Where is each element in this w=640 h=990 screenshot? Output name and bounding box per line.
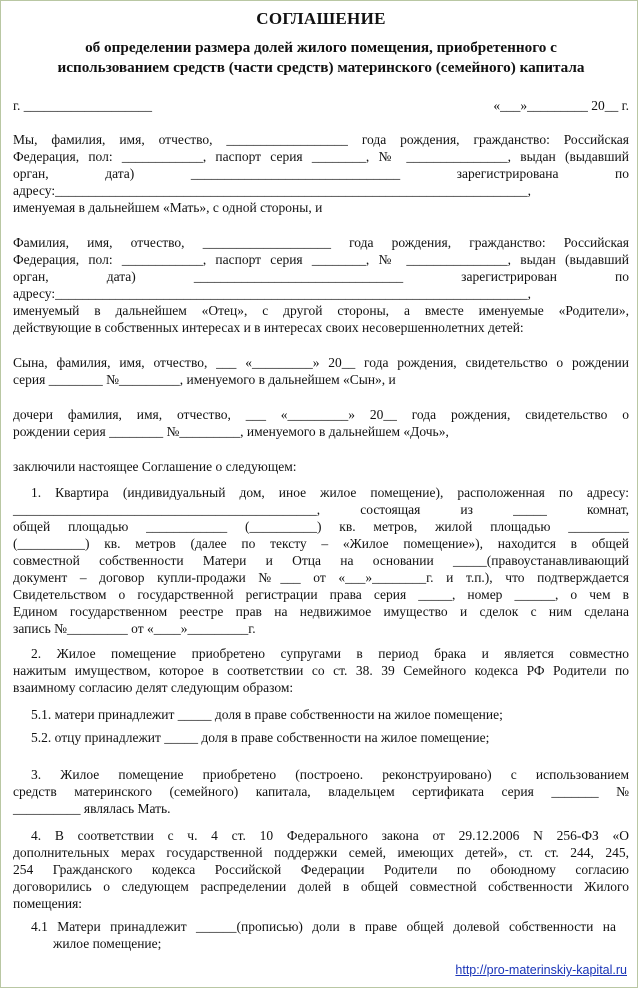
text-line: документ – договор купли-продажи №___ от «___»________г. и т.п.), что подтверждается [13, 570, 629, 585]
text-line: Сына, фамилия, имя, отчество, ___ «_________» 20__ года рождения, свидетельство о рождении [13, 355, 629, 370]
text-line: 4. В соответствии с ч. 4 ст. 10 Федерального закона от 29.12.2006 N 256-ФЗ «О [31, 828, 629, 843]
document-subtitle-line-1: об определении размера долей жилого помещения, приобретенного с [85, 39, 557, 56]
text-line: Свидетельством о государственной регистрации права серия _____, номер ______, о чем в [13, 587, 629, 602]
text-line: орган, дата) _______________________________ зарегистрирована по [13, 166, 629, 181]
document-subtitle-line-2: использованием средств (части средств) материнского (семейного) капитала [57, 59, 585, 76]
text-line: заключили настоящее Соглашение о следующем: [13, 459, 297, 474]
place-field: г. ___________________ [13, 98, 153, 113]
text-line: (__________) кв. метров (далее по тексту – «Жилое помещение»), находится в общей [13, 536, 629, 551]
text-line: жилое помещение; [53, 936, 162, 951]
text-line: серия ________ №_________, именуемого в дальнейшем «Сын», и [13, 372, 396, 387]
text-line: 2. Жилое помещение приобретено супругами в период брака и является совместно [31, 646, 629, 661]
text-line: 5.1. матери принадлежит _____ доля в праве собственности на жилое помещение; [31, 707, 503, 722]
text-line: рождении серия ________ №_________, именуемого в дальнейшем «Дочь», [13, 424, 449, 439]
text-line: Фамилия, имя, отчество, ___________________ года рождения, гражданство: Российская [13, 235, 629, 250]
text-line: помещения: [13, 896, 83, 911]
text-line: дочери фамилия, имя, отчество, ___ «_________» 20__ года рождения, свидетельство о [13, 407, 629, 422]
text-line: средств материнского (семейного) капитала, владельцем сертификата серия _______ № [13, 784, 629, 799]
text-line: адресу:______________________________________________________________________, [13, 286, 531, 301]
text-line: 5.2. отцу принадлежит _____ доля в праве собственности на жилое помещение; [31, 730, 490, 745]
text-line: общей площадью ____________ (__________) кв. метров, жилой площадью _________ [13, 519, 629, 534]
date-field: «___»_________ 20__ г. [493, 98, 629, 113]
text-line: именуемая в дальнейшем «Мать», с одной стороны, и [13, 200, 323, 215]
text-line: дополнительных мерах государственной поддержки семей, имеющих детей», ст. ст. 244, 245, [13, 845, 629, 860]
text-line: запись №_________ от «____»_________г. [13, 621, 256, 636]
text-line: адресу:______________________________________________________________________, [13, 183, 531, 198]
text-line: _____________________________________________, состоящая из _____ комнат, [13, 502, 629, 517]
document-title: СОГЛАШЕНИЕ [256, 9, 386, 28]
text-line: __________ являлась Мать. [13, 801, 171, 816]
text-line: 1. Квартира (индивидуальный дом, иное жилое помещение), расположенная по адресу: [31, 485, 629, 500]
text-line: орган, дата) _______________________________ зарегистрирован по [13, 269, 629, 284]
text-line: 3. Жилое помещение приобретено (построено. реконструировано) с использованием [31, 767, 629, 782]
text-line: 4.1 Матери принадлежит ______(прописью) доли в праве общей долевой собственности на [31, 919, 616, 934]
text-line: совместной собственности Матери и Отца на основании _____(правоустанавливающий [13, 553, 629, 568]
source-link[interactable]: http://pro-materinskiy-kapital.ru [455, 963, 627, 977]
text-line: взаимному согласию делят следующим образом: [13, 680, 294, 695]
text-line: действующие в собственных интересах и в интересах своих несовершеннолетних детей: [13, 320, 524, 335]
text-line: Федерация, пол: ____________, паспорт серия ________, № _______________, выдан (выдавший [13, 252, 629, 267]
text-line: Мы, фамилия, имя, отчество, __________________ года рождения, гражданство: Российская [13, 132, 629, 147]
text-line: именуемый в дальнейшем «Отец», с другой стороны, а вместе именуемые «Родители», [13, 303, 629, 318]
text-line: Федерация, пол: ____________, паспорт серия ________, № _______________, выдан (выдавший [13, 149, 629, 164]
text-line: договорились о следующем распределении долей в общей совместной собственности Жилого [13, 879, 629, 894]
text-line: нажитым имуществом, которое в соответствии со ст. 38. 39 Семейного кодекса РФ Родители по [13, 663, 629, 678]
text-line: Едином государственном реестре прав на недвижимое имущество и сделок с ним сделана [13, 604, 629, 619]
text-line: 254 Гражданского кодекса Российской Федерации Родители по обоюдному согласию [13, 862, 629, 877]
